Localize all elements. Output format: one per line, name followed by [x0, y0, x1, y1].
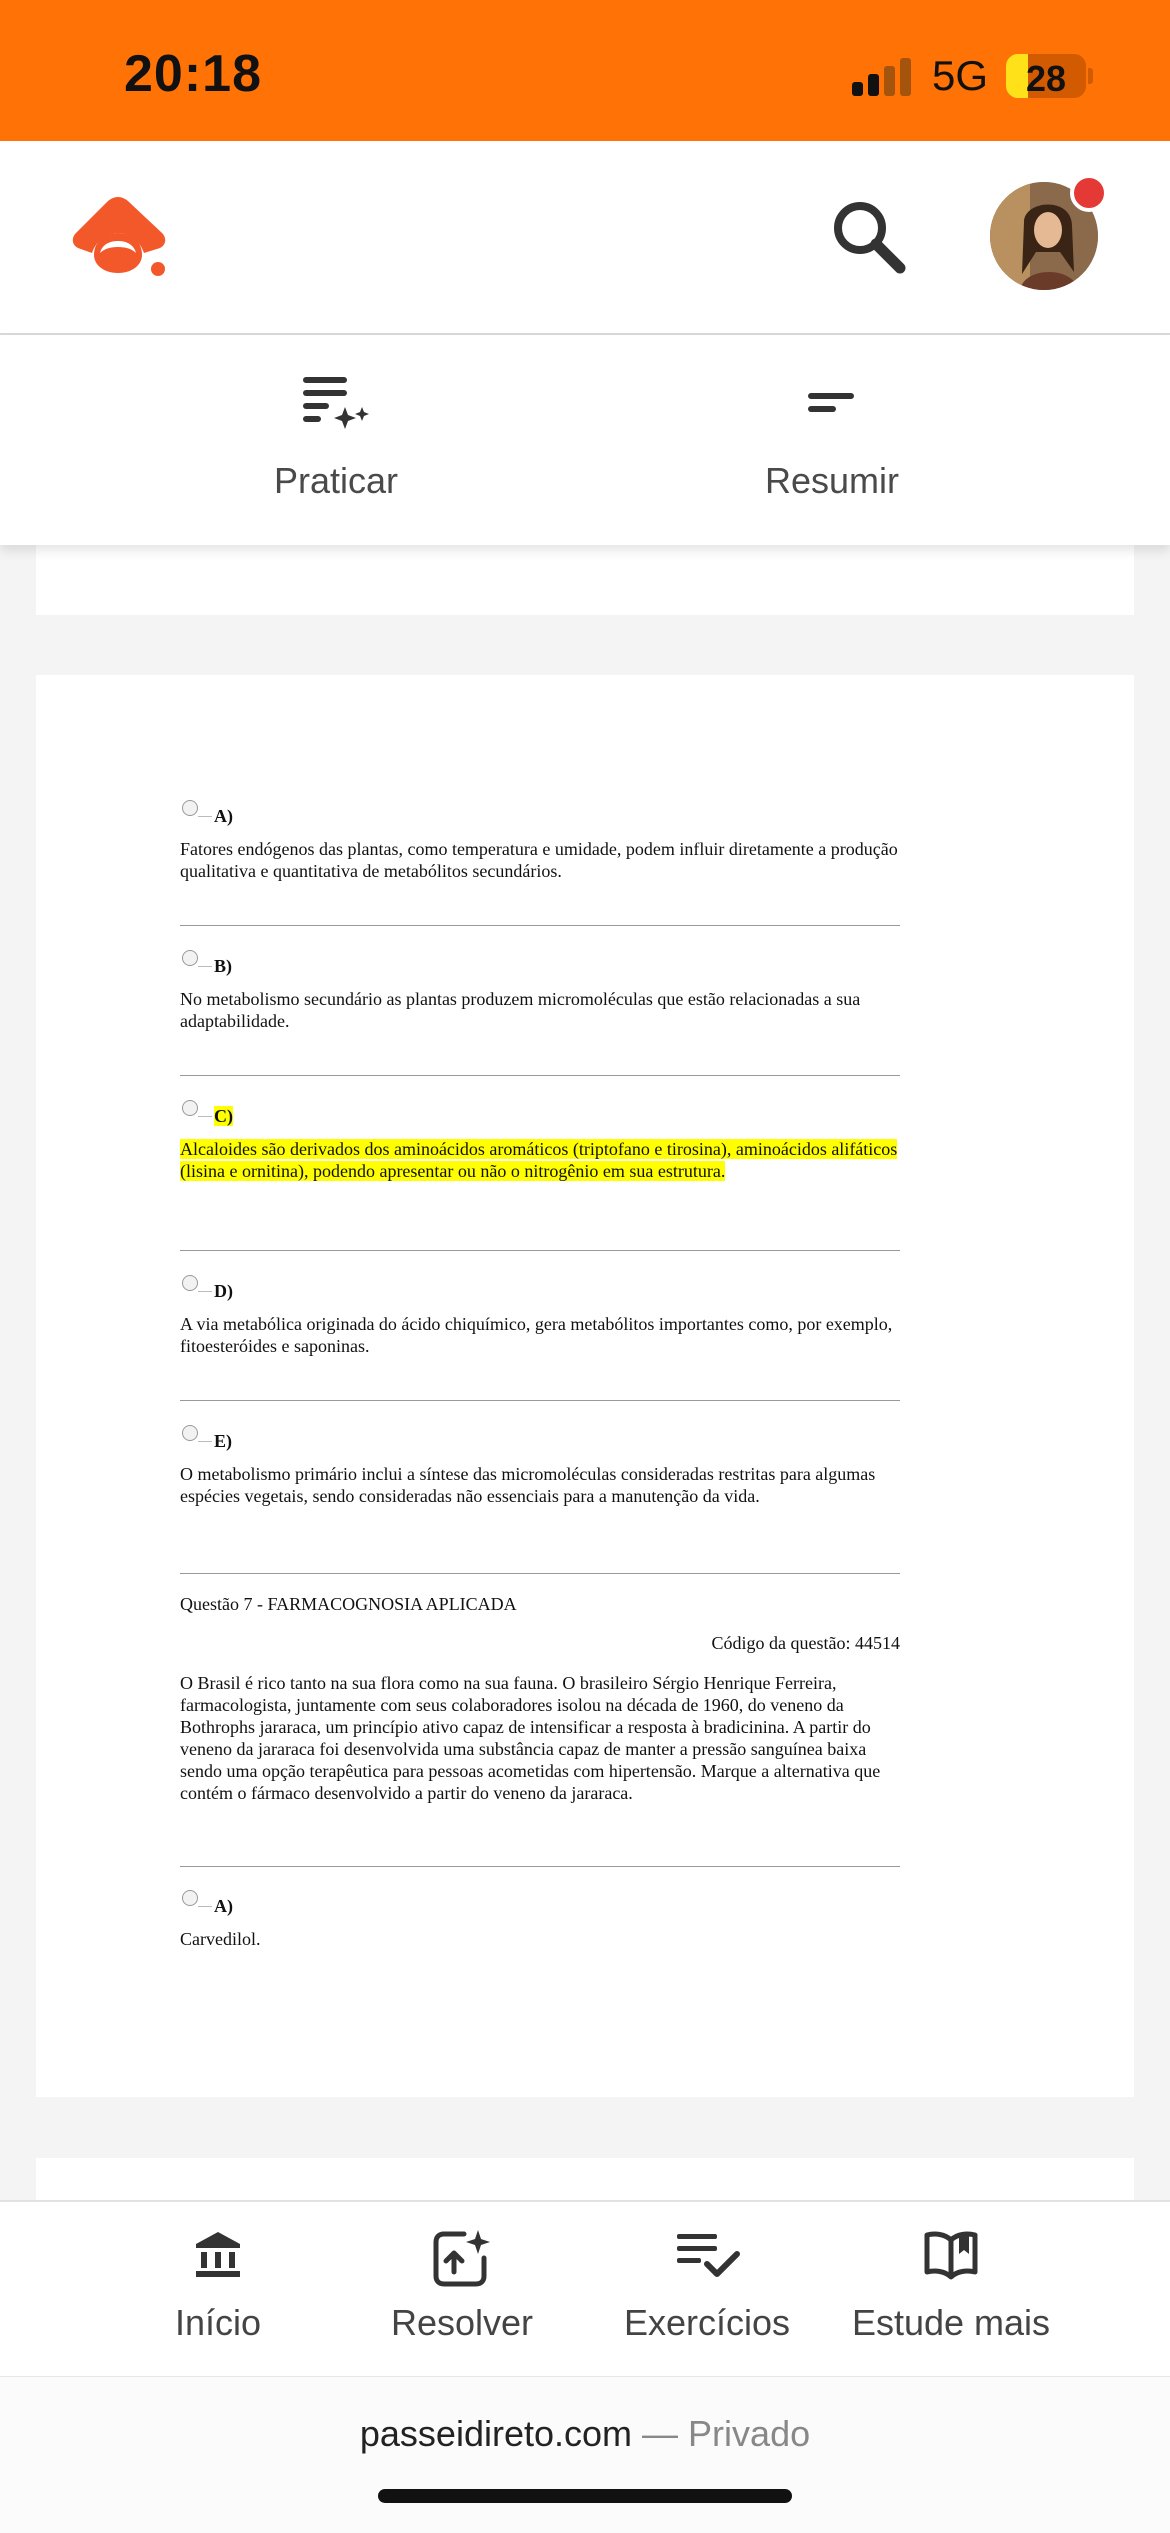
- summarize-button[interactable]: [632, 335, 1032, 545]
- exercises-checklist-icon: [673, 2228, 741, 2280]
- nav-resolve[interactable]: [370, 2202, 554, 2378]
- summarize-icon: [802, 373, 862, 429]
- option-text: Fatores endógenos das plantas, como temperatura e umidade, podem influir diretamente a produção qualitativa e quantitativa de metabólitos secundários.: [180, 839, 898, 881]
- nav-study-more-label: Estude mais: [851, 2302, 1051, 2343]
- option-text: Carvedilol.: [180, 1929, 261, 1949]
- cellular-signal-icon: [852, 58, 912, 96]
- nav-study-more[interactable]: [836, 2202, 1066, 2378]
- battery-icon: [1006, 54, 1086, 98]
- notification-dot: [1070, 174, 1108, 212]
- resolve-camera-sparkle-icon: [430, 2228, 494, 2288]
- radio-underline: [198, 966, 212, 967]
- option-letter: D): [214, 1281, 233, 1301]
- option-b-radio[interactable]: [182, 950, 198, 966]
- document-page: [36, 675, 1134, 2097]
- divider: [180, 1250, 900, 1251]
- home-bank-icon: [192, 2228, 244, 2280]
- home-indicator[interactable]: [378, 2489, 792, 2503]
- network-type: 5G: [932, 52, 989, 99]
- url-text[interactable]: [0, 2413, 1170, 2455]
- bottom-navigation: [0, 2200, 1170, 2378]
- option-letter: A): [214, 806, 233, 826]
- passei-direto-logo-icon[interactable]: [70, 195, 170, 281]
- search-icon[interactable]: [828, 196, 908, 276]
- battery-tip: [1088, 68, 1093, 84]
- radio-underline: [198, 1116, 212, 1117]
- nav-resolve-label: Resolver: [390, 2302, 534, 2343]
- nav-home[interactable]: [140, 2202, 296, 2378]
- browser-url-bar[interactable]: [0, 2376, 1170, 2533]
- radio-underline: [198, 1441, 212, 1442]
- question-title: Questão 7 - FARMACOGNOSIA APLICADA: [180, 1594, 517, 1614]
- divider: [180, 1075, 900, 1076]
- question-statement: O Brasil é rico tanto na sua flora como na sua fauna. O brasileiro Sérgio Henrique Ferreira, farmacologista, juntamente com seus colaboradores isolou na década de 1960, do veneno da Bothrophs jararaca, um princípio ativo capaz de intensificar a resposta à bradicinina. A partir do veneno da jararaca foi desenvolvida uma substância capaz de manter a pressão sanguínea baixa sendo uma opção terapêutica para pessoas acometidas com hipertensão. Marque a alternativa que contém o fármaco desenvolvido a partir do veneno da jararaca.: [180, 1673, 881, 1803]
- private-mode-label: Privado: [688, 2413, 811, 2454]
- option-d-radio[interactable]: [182, 1275, 198, 1291]
- status-time: 20:18: [124, 45, 262, 103]
- option-letter: B): [214, 956, 232, 976]
- nav-exercises-label: Exercícios: [623, 2302, 791, 2343]
- action-tabs: [0, 335, 1170, 545]
- option-text: No metabolismo secundário as plantas produzem micromoléculas que estão relacionadas a sua adaptabilidade.: [180, 989, 861, 1031]
- radio-underline: [198, 1291, 212, 1292]
- summarize-label: Resumir: [764, 460, 899, 501]
- option-text: A via metabólica originada do ácido chiquímico, gera metabólitos importantes como, por exemplo, fitoesteróides e saponinas.: [180, 1314, 893, 1356]
- nav-home-label: Início: [174, 2302, 262, 2343]
- open-book-icon: [923, 2228, 979, 2280]
- url-separator: —: [642, 2413, 679, 2454]
- option-letter-highlighted: C): [214, 1106, 233, 1126]
- practice-button[interactable]: [136, 335, 536, 545]
- question-code: Código da questão: 44514: [711, 1633, 900, 1653]
- divider: [180, 1400, 900, 1401]
- option-c-radio[interactable]: [182, 1100, 198, 1116]
- nav-exercises[interactable]: [612, 2202, 802, 2378]
- option-text-highlighted: Alcaloides são derivados dos aminoácidos aromáticos (triptofano e tirosina), aminoácidos alifáticos (lisina e ornitina), podendo apresentar ou não o nitrogênio em sua estrutura.: [180, 1139, 898, 1181]
- previous-page-card: [36, 545, 1134, 615]
- radio-underline: [198, 1906, 212, 1907]
- practice-sparkle-icon: [299, 373, 373, 429]
- divider: [180, 1866, 900, 1867]
- divider: [180, 925, 900, 926]
- option-letter: E): [214, 1431, 232, 1451]
- url-domain: passeidireto.com: [359, 2413, 633, 2454]
- question7-option-a-radio[interactable]: [182, 1890, 198, 1906]
- option-letter: A): [214, 1896, 233, 1916]
- battery-percent: 28: [1025, 58, 1067, 98]
- practice-label: Praticar: [273, 460, 399, 501]
- option-e-radio[interactable]: [182, 1425, 198, 1441]
- radio-underline: [198, 816, 212, 817]
- divider: [180, 1573, 900, 1574]
- option-a-radio[interactable]: [182, 800, 198, 816]
- option-text: O metabolismo primário inclui a síntese das micromoléculas consideradas restritas para algumas espécies vegetais, sendo consideradas não essenciais para a manutenção da vida.: [180, 1464, 876, 1506]
